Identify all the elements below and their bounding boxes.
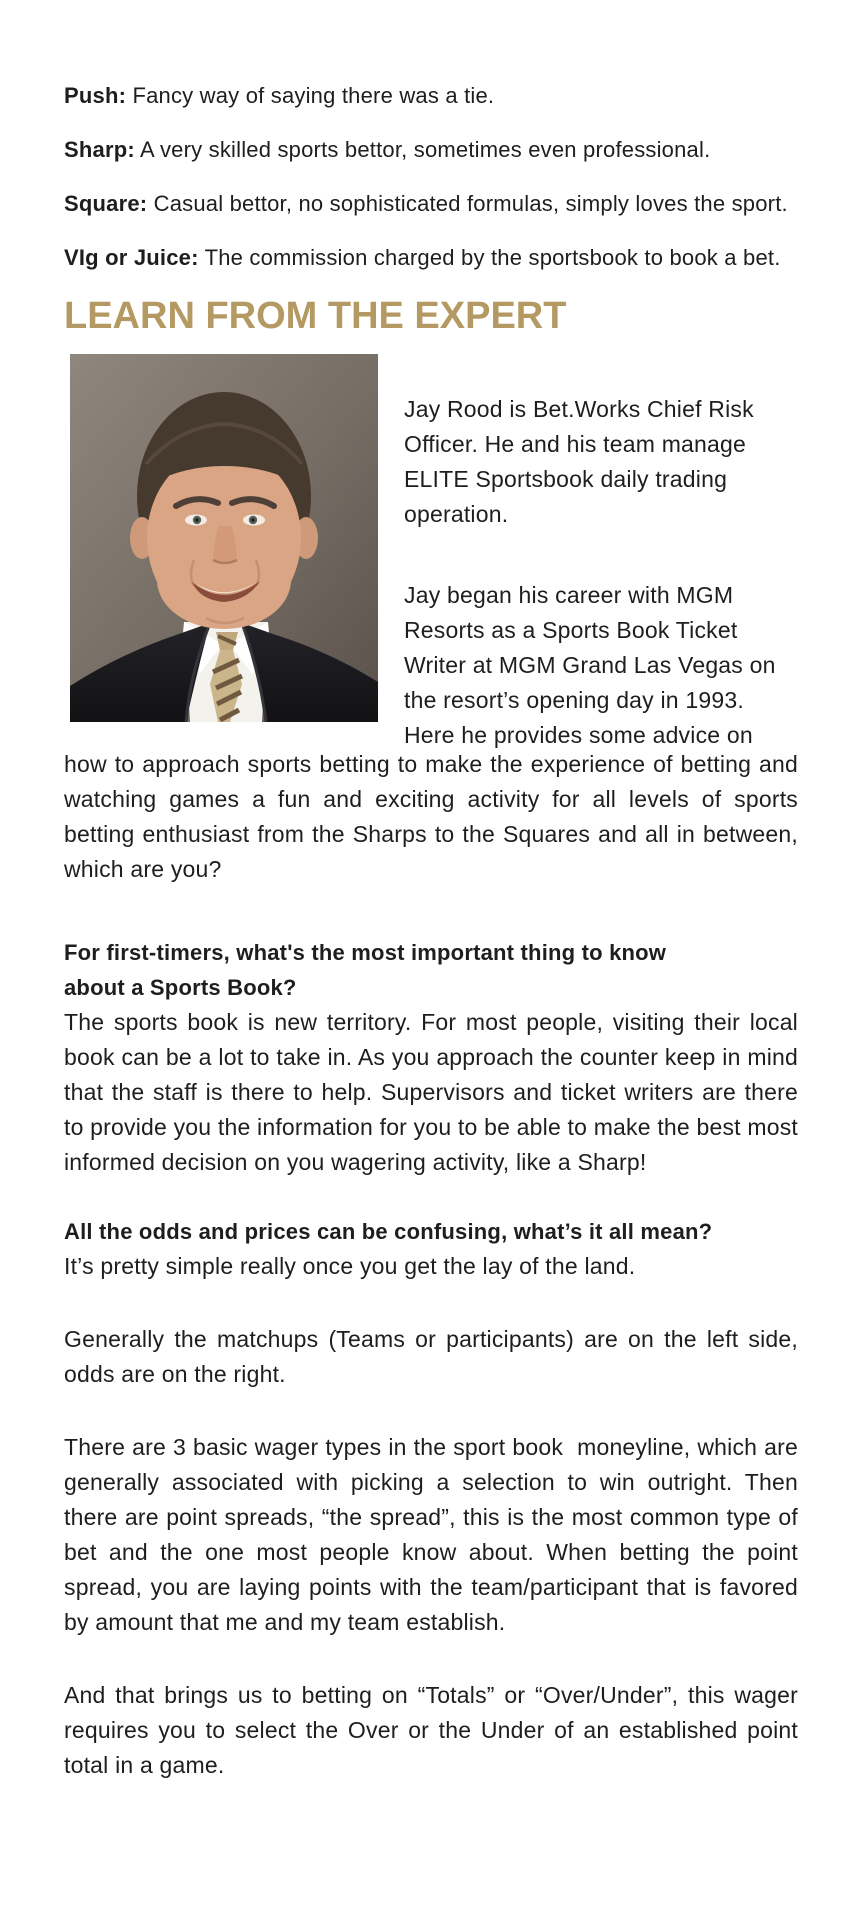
qa-question-1: For first-timers, what's the most important thing to know about a Sports Book? [64, 940, 667, 1000]
glossary-term-label: VIg or Juice: [64, 245, 199, 270]
expert-bio-paragraph-2: Jay began his career with MGM Resorts as a Sports Book Ticket Writer at MGM Grand Las Vegas on the resort’s opening day in 1993. Here he provides some advice on [404, 582, 776, 748]
qa-answer-1: The sports book is new territory. For most people, visiting their local book can be a lot to take in. As you approach the counter keep in mind that the staff is there to help. Supervisors and ticket writers are there to provide you the information for you to be able to make the best most informed decision on you wagering activity, like a Sharp! [64, 1009, 805, 1175]
expert-bio-paragraph-1: Jay Rood is Bet.Works Chief Risk Officer. He and his team manage ELITE Sportsbook daily trading operation. [404, 396, 754, 527]
expert-intro-column [404, 354, 776, 753]
qa-answer-2-paragraph-2: Generally the matchups (Teams or participants) are on the left side, odds are on the right. [64, 1326, 805, 1387]
glossary-term-label: Square: [64, 191, 148, 216]
qa-answer-2-paragraph-4: And that brings us to betting on “Totals” or “Over/Under”, this wager requires you to select the Over or the Under of an established point total in a game. [64, 1682, 805, 1778]
glossary-term-square [64, 186, 798, 221]
qa-answer-2-paragraph-3: There are 3 basic wager types in the sport book moneyline, which are generally associated with picking a selection to win outright. Then there are point spreads, “the spread”, this is the most common type of bet and the one most people know about. When betting the point spread, you are laying points with the team/participant that is favored by amount that me and my team establish. [64, 1434, 805, 1635]
glossary-term-definition: Fancy way of saying there was a tie. [132, 83, 495, 108]
glossary-term-definition: A very skilled sports bettor, sometimes even professional. [139, 137, 711, 162]
section-heading: LEARN FROM THE EXPERT [64, 295, 567, 337]
glossary-section [64, 78, 798, 275]
expert-portrait-photo [70, 354, 378, 722]
expert-intro-row [64, 354, 798, 753]
expert-bio-continued: how to approach sports betting to make the experience of betting and watching games a fun and exciting activity for all levels of sports betting enthusiast from the Sharps to the Squares and all in between, which are you? [64, 751, 805, 882]
glossary-term-label: Push: [64, 83, 127, 108]
glossary-term-vig [64, 240, 798, 275]
qa-question-2: All the odds and prices can be confusing, what’s it all mean? [64, 1219, 713, 1244]
glossary-term-sharp [64, 132, 798, 167]
glossary-term-label: Sharp: [64, 137, 135, 162]
glossary-term-definition: The commission charged by the sportsbook to book a bet. [204, 245, 781, 270]
glossary-term-push [64, 78, 798, 113]
qa-answer-2-paragraph-1: It’s pretty simple really once you get the lay of the land. [64, 1253, 636, 1279]
glossary-term-definition: Casual bettor, no sophisticated formulas, simply loves the sport. [153, 191, 788, 216]
